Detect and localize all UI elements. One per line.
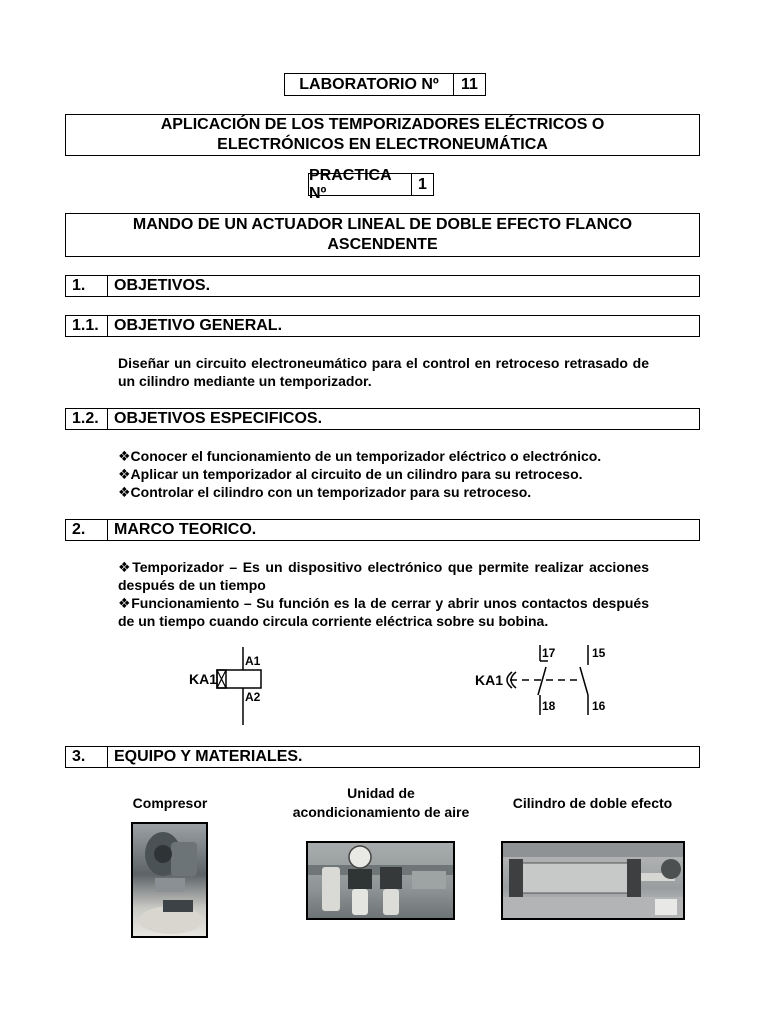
section-objetivos: [65, 275, 700, 297]
general-objective-text: Diseñar un circuito electroneumático para el control en retroceso retrasado de un cilindro mediante un temporizador.: [118, 355, 649, 389]
main-title-line2: ELECTRÓNICOS EN ELECTRONEUMÁTICA: [217, 136, 548, 153]
section-title: OBJETIVOS ESPECIFICOS.: [114, 410, 323, 427]
practica-label: PRACTICA Nº: [309, 174, 412, 195]
section-number: 1.2.: [66, 409, 108, 429]
section-number: 2.: [66, 520, 108, 540]
section-title: MARCO TEORICO.: [114, 521, 257, 538]
coil-terminal-a1: A1: [245, 654, 261, 668]
coil-terminal-a2: A2: [245, 690, 261, 704]
theory-temporizador: ❖Temporizador – Es un dispositivo electrónico que permite realizar acciones después de un tiempo: [118, 559, 649, 593]
contact-terminal-15: 15: [592, 646, 606, 660]
section-objetivos-especificos: [65, 408, 700, 430]
equipment-label-cilindro: Cilindro de doble efecto: [512, 795, 673, 811]
lab-number: 11: [461, 75, 478, 93]
practica-header-box: [308, 166, 434, 202]
section-marco-teorico: [65, 519, 700, 541]
section-equipo-materiales: [65, 746, 700, 768]
specific-objectives-list: [118, 447, 678, 501]
lab-label: LABORATORIO Nº: [285, 74, 454, 95]
main-title-box: [65, 114, 700, 156]
compresor-photo: [131, 822, 208, 938]
contact-label: KA1: [475, 672, 504, 688]
section-objetivo-general: [65, 315, 700, 337]
contact-terminal-17: 17: [542, 646, 556, 660]
practice-title-line2: ASCENDENTE: [327, 236, 438, 253]
section-title: EQUIPO Y MATERIALES.: [114, 748, 303, 765]
practice-title-box: [65, 213, 700, 257]
list-item: ❖Controlar el cilindro con un temporizador para su retroceso.: [118, 484, 532, 500]
equipment-label-unidad: [276, 784, 486, 822]
unidad-acondicionamiento-photo: [306, 841, 455, 920]
section-number: 3.: [66, 747, 108, 767]
contact-terminal-18: 18: [542, 699, 556, 713]
section-number: 1.: [66, 276, 108, 296]
theory-funcionamiento: ❖Funcionamiento – Su función es la de cerrar y abrir unos contactos después de un tiempo cuando circula corriente eléctrica sobre su bobina.: [118, 595, 649, 629]
section-title: OBJETIVO GENERAL.: [114, 317, 283, 334]
list-item: ❖Conocer el funcionamiento de un temporizador eléctrico o electrónico.: [118, 448, 602, 464]
equipment-label-unidad-line1: Unidad de: [347, 785, 415, 801]
lab-header-box: [284, 73, 486, 96]
coil-body: [217, 670, 261, 688]
section-number: 1.1.: [66, 316, 108, 336]
practica-number: 1: [418, 175, 427, 193]
equipment-label-unidad-line2: acondicionamiento de aire: [292, 804, 470, 820]
section-title: OBJETIVOS.: [114, 277, 211, 294]
contact-terminal-16: 16: [592, 699, 606, 713]
list-item: ❖Aplicar un temporizador al circuito de un cilindro para su retroceso.: [118, 466, 583, 482]
coil-label: KA1: [189, 671, 218, 687]
equipment-label-compresor: Compresor: [132, 795, 208, 811]
cilindro-photo: [501, 841, 685, 920]
contact-diagram: [470, 643, 620, 723]
main-title-line1: APLICACIÓN DE LOS TEMPORIZADORES ELÉCTRICOS O: [160, 116, 605, 133]
practice-title-line1: MANDO DE UN ACTUADOR LINEAL DE DOBLE EFECTO FLANCO: [132, 216, 633, 233]
coil-diagram: [180, 645, 290, 727]
